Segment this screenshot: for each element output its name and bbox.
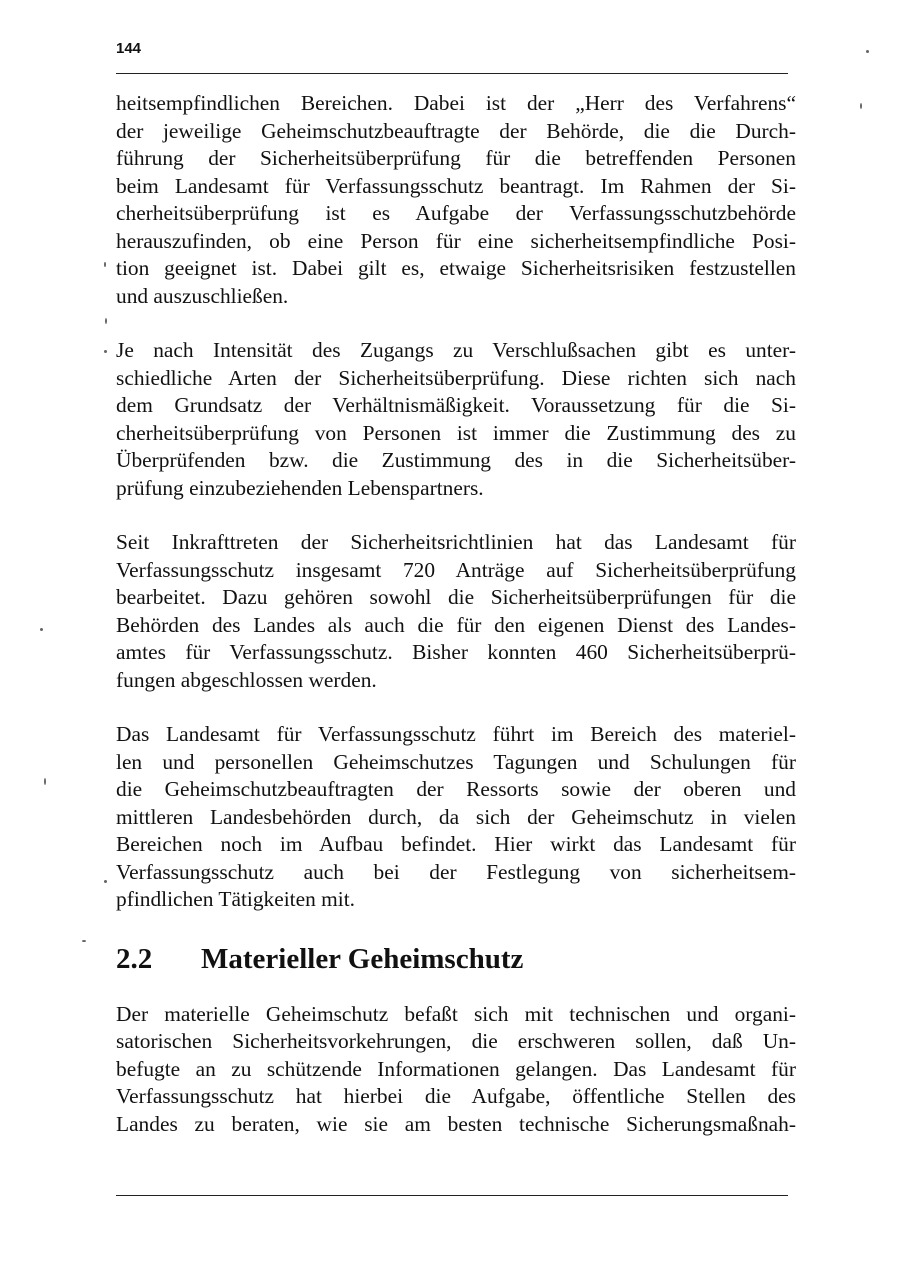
text-line: fungen abgeschlossen werden. [116, 667, 377, 692]
footer-rule [116, 1195, 788, 1196]
scan-speck [40, 628, 43, 631]
text-line: tion geeignet ist. Dabei gilt es, etwaige Sicherheitsrisiken festzustellen [116, 256, 796, 280]
text-line: cherheitsüberprüfung ist es Aufgabe der Verfassungsschutzbehörde [116, 201, 796, 225]
header-rule [116, 73, 788, 74]
text-line: bearbeitet. Dazu gehören sowohl die Sicherheitsüberprüfungen für die [116, 585, 796, 609]
text-line: mittleren Landesbehörden durch, da sich der Geheimschutz in vielen [116, 804, 796, 829]
paragraph [116, 1001, 796, 1139]
section-heading [116, 941, 796, 977]
text-line: Behörden des Landes als auch die für den eigenen Dienst des Landes- [116, 612, 796, 637]
scan-speck [104, 262, 106, 267]
text-line: die Geheimschutzbeauftragten der Ressorts sowie der oberen und [116, 777, 796, 801]
section-number: 2.2 [116, 942, 153, 975]
text-line: Landes zu beraten, wie sie am besten technische Sicherungsmaßnah- [116, 1111, 796, 1136]
text-line: satorischen Sicherheitsvorkehrungen, die erschweren sollen, daß Un- [116, 1029, 796, 1053]
paragraph [116, 721, 796, 914]
text-line: pfindlichen Tätigkeiten mit. [116, 887, 356, 911]
scan-speck [44, 778, 46, 785]
text-line: Der materielle Geheimschutz befaßt sich mit technischen und organi- [116, 1001, 796, 1026]
scan-speck [860, 103, 862, 109]
text-line: Verfassungsschutz hat hierbei die Aufgabe, öffentliche Stellen des [116, 1084, 796, 1108]
text-line: dem Grundsatz der Verhältnismäßigkeit. Voraussetzung für die Si- [116, 393, 796, 417]
page-number: 144 [116, 40, 142, 57]
text-line: Verfassungsschutz auch bei der Festlegung von sicherheitsem- [116, 859, 796, 884]
text-line: len und personellen Geheimschutzes Tagungen und Schulungen für [116, 749, 796, 774]
text-line: führung der Sicherheitsüberprüfung für die betreffenden Personen [116, 146, 796, 170]
scan-speck [105, 318, 107, 324]
section-title: Materieller Geheimschutz [201, 942, 524, 975]
scan-speck [866, 50, 869, 53]
text-line: Bereichen noch im Aufbau befindet. Hier wirkt das Landesamt für [116, 832, 796, 856]
text-line: cherheitsüberprüfung von Personen ist immer die Zustimmung des zu [116, 420, 796, 445]
text-line: heitsempfindlichen Bereichen. Dabei ist der „Herr des Verfahrens“ [116, 91, 796, 115]
paragraph-group [116, 90, 796, 914]
paragraph [116, 90, 796, 310]
text-line: Verfassungsschutz insgesamt 720 Anträge auf Sicherheitsüberprüfung [116, 557, 796, 582]
scan-speck [104, 880, 107, 883]
text-line: herauszufinden, ob eine Person für eine sicherheitsempfindliche Posi- [116, 228, 796, 253]
text-line: Je nach Intensität des Zugangs zu Verschlußsachen gibt es unter- [116, 338, 796, 362]
text-line: amtes für Verfassungsschutz. Bisher konnten 460 Sicherheitsüberprü- [116, 640, 796, 664]
text-line: Das Landesamt für Verfassungsschutz führt im Bereich des materiel- [116, 722, 796, 746]
section-paragraph-group [116, 1001, 796, 1139]
paragraph [116, 337, 796, 502]
text-line: und auszuschließen. [116, 283, 289, 308]
text-line: schiedliche Arten der Sicherheitsüberprüfung. Diese richten sich nach [116, 365, 796, 390]
scan-speck [104, 350, 107, 353]
text-line: Seit Inkrafttreten der Sicherheitsrichtlinien hat das Landesamt für [116, 530, 796, 554]
text-line: befugte an zu schützende Informationen gelangen. Das Landesamt für [116, 1056, 796, 1081]
text-line: prüfung einzubeziehenden Lebenspartners. [116, 475, 484, 500]
scan-speck [82, 940, 86, 942]
document-body [116, 90, 796, 1165]
paragraph [116, 529, 796, 694]
text-line: beim Landesamt für Verfassungsschutz beantragt. Im Rahmen der Si- [116, 173, 796, 198]
text-line: Überprüfenden bzw. die Zustimmung des in die Sicherheitsüber- [116, 448, 796, 472]
text-line: der jeweilige Geheimschutzbeauftragte der Behörde, die die Durch- [116, 118, 796, 143]
